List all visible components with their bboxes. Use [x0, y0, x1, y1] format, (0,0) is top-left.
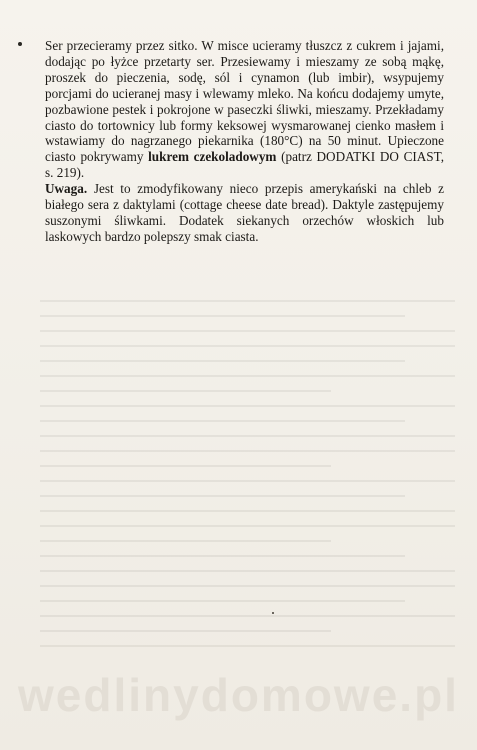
- instructions-bold-term: lukrem czekoladowym: [148, 149, 277, 165]
- recipe-instructions-paragraph: [45, 38, 444, 181]
- note-text: Jest to zmodyfikowany nieco przepis amerykański na chleb z białego sera z daktylami (cottage cheese date bread). Daktyle zastępujemy suszonymi śliwkami. Dodatek siekanych orzechów włoskich lub laskowych bardzo polepszy smak ciasta.: [45, 181, 444, 244]
- note-label: Uwaga.: [45, 181, 88, 197]
- speck: [272, 612, 274, 614]
- margin-mark: [18, 42, 22, 46]
- instructions-text: Ser przecieramy przez sitko. W misce ucieramy tłuszcz z cukrem i jajami, dodając po łyżce przetarty ser. Przesiewamy i mieszamy ze sobą mąkę, proszek do pieczenia, sodę, sól i cynamon (lub imbir), wsypujemy porcjami do ucieranej masy i wlewamy mleko. Na końcu dodajemy umyte, pozbawione pestek i pokrojone w paseczki śliwki, mieszamy. Przekładamy ciasto do tortownicy lub formy keksowej wysmarowanej cienko masłem i wstawiamy do nagrzanego piekarnika (180°C) na 50 minut. Upieczone ciasto pokrywamy: [45, 38, 444, 165]
- bleed-through-text: [40, 300, 455, 680]
- instructions-reference: (patrz DODATKI DO CIAST, s. 219).: [45, 149, 444, 181]
- recipe-text: [45, 38, 444, 245]
- watermark: wedlinydomowe.pl: [18, 669, 459, 721]
- note-paragraph: [45, 181, 444, 245]
